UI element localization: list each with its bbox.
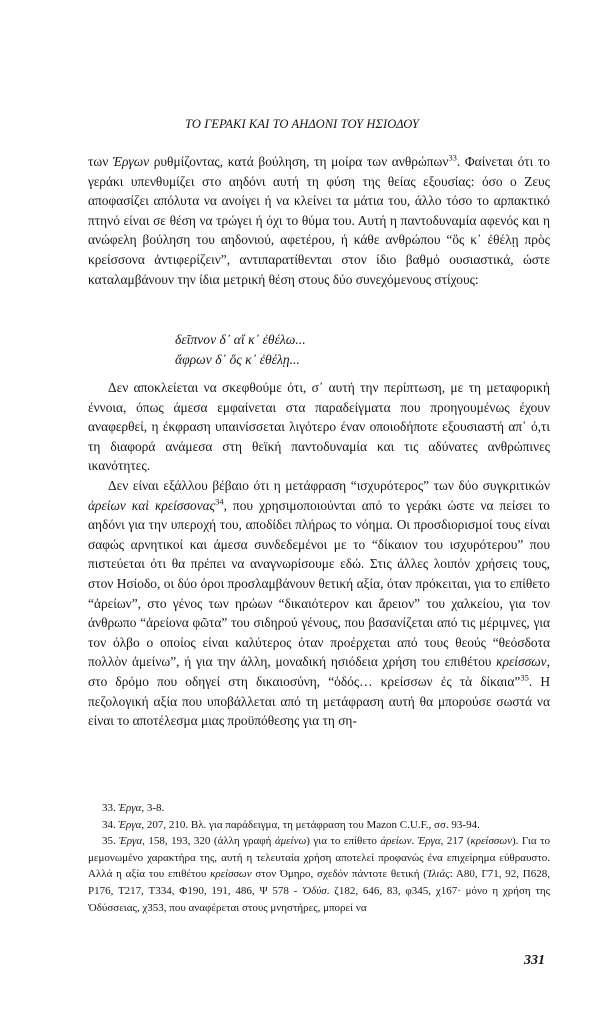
greek-term: κρείσσων (496, 654, 547, 670)
work-title: Έργα (118, 802, 142, 814)
text: , 207, 210. Βλ. για παράδειγμα, τη μετάφραση του Mazon C.U.F., σσ. 93-94. (141, 818, 480, 831)
body-paragraph-2: Δεν αποκλείεται να σκεφθούμε ότι, σ᾽ αυτή την περίπτωση, με τη μεταφορική έννοια, όπως άμεσα εμφαίνεται στα παραδείγματα που προηγουμένως έχουν αναφερθεί, η έκφραση υπαινίσσεται λιγότερο έναν οποιοδήποτε εξουσιαστή απ᾽ ό,τι τη διαφορά ανάμεσα στη θεϊκή παντοδυναμία και τις αδύνατες ανθρώπινες ικανότητες. (88, 380, 550, 474)
greek-term: ἀμείνω (274, 835, 307, 848)
text: ). Για το μεμονωμένο χαρακτήρα της, αυτή η τελευταία χρήση αποτελεί προφανώς ένα επιχείρημα εύθραυστο. Αλλά η αξία του επιθέτου (88, 835, 551, 881)
footnote-number: 34. (102, 818, 119, 831)
verse-line-2: ἄφρων δ᾽ ὅς κ᾽ ἐθέλῃ... (175, 352, 300, 367)
footnote-35 (88, 833, 550, 916)
footnote-33 (88, 800, 550, 817)
text: , που χρησιμοποιούνται από το γεράκι ώστε να πείσει το αηδόνι για την υπεροχή του, αποδίδει πλήρως το νόημα. Οι προσδιορισμοί τους είναι σαφώς αρνητικοί και άμεσα συνδεδεμένοι με το “δίκαιον του ισχυρότερου” που πιστεύεται ότι θα πρέπει να αναγνωρίσουμε εδώ. Στις άλλες λοιπόν χρήσεις τους, στον Ησίοδο, οι δύο όροι προσλαμβάνουν θετική αξία, όταν πρόκειται, για το επίθετο “ἀρείων”, στο γένος των ηρώων “δικαιότερον και ἄρειον” του χαλκείου, για τον άνθρωπο “ἀρείονα φῶτα” του σιδηρού γένους, που βασανίζεται από τις μέριμνες, για τον όλβο ο οποίος είναι καλύτερος όταν προέρχεται από τους θεούς “θεόσδοτα πολλὸν ἀμείνω”, ή για την άλλη, μοναδική ησιόδεια χρήση του επιθέτου (88, 497, 550, 670)
work-title: Ἰλιάς (426, 868, 450, 881)
footnote-ref-35[interactable]: 35 (520, 672, 529, 683)
text: . Φαίνεται ότι το γεράκι υπενθυμίζει στο αηδόνι αυτή τη φύση της θείας εξουσίας: όσο ο Ζευς αποφασίζει απόλυτα να ανοίγει ή να κλείνει τα μάτια του, άλλο τόσο το αρπακτικό πτηνό είναι σε θέση να τρώγει ή όχι το θύμα του. Αυτή η παντοδυναμία αφενός και η ανώφελη βούληση του αηδονιού, αφετέρου, ή κάθε ανθρώπου “ὃς κ᾽ ἐθέλῃ πρὸς κρείσσονα ἀντιφερίζειν”, αντιπαρατίθενται στον ίδιο βαθμό ουσιαστικά, ώστε καταλαμβάνουν την ίδια μετρική θέση στους δύο συνεχόμενους στίχους: (88, 154, 550, 287)
footnote-number: 33. (102, 802, 119, 814)
work-title: Ὀδύσ (302, 884, 327, 897)
greek-term: ἀρείων (380, 835, 412, 848)
work-title: Έργα (417, 835, 441, 848)
footnote-ref-33[interactable]: 33 (448, 152, 457, 163)
page-number: 331 (524, 953, 545, 968)
text: , 158, 193, 320 (άλλη γραφή (142, 835, 275, 848)
verse-quotation (175, 330, 306, 370)
body-section-2 (88, 378, 550, 731)
text: . (411, 835, 418, 848)
text: Δεν είναι εξάλλου βέβαιο ότι η μετάφραση “ισχυρότερος” των δύο συγκριτικών (108, 477, 550, 493)
text: ) για το επίθετο (306, 835, 381, 848)
work-title: Έργων (112, 154, 150, 169)
text: , 217 ( (440, 835, 471, 848)
greek-term: ἀρείων καὶ κρείσσονας (88, 497, 216, 513)
body-paragraph-3 (88, 476, 550, 731)
work-title: Έργα (118, 818, 142, 831)
body-paragraph-1 (88, 152, 550, 289)
text: των (88, 154, 113, 169)
footnotes (88, 800, 550, 916)
verse-line-1: δεῖπνον δ᾽ αἴ κ᾽ ἐθέλω... (175, 332, 306, 347)
text: . Η πεζολογική αξία που υποβάλλεται από τη μετάφραση αυτή θα μπορούσε σωστά να είναι το αποτέλεσμα μιας προϋπόθεσης για τη ση- (88, 673, 550, 729)
footnote-ref-34[interactable]: 34 (215, 496, 224, 507)
text: , στο δρόμο που οδηγεί στη δικαιοσύνη, “ὁδός… κρείσσων ἐς τὰ δίκαια” (88, 654, 550, 689)
running-head: ΤΟ ΓΕΡΑΚΙ ΚΑΙ ΤΟ ΑΗΔΟΝΙ ΤΟΥ ΗΣΙΟΔΟΥ (185, 117, 419, 131)
greek-term: κρείσσων (210, 868, 252, 881)
text: στον Όμηρο, σχεδόν πάντοτε θετική ( (251, 868, 427, 881)
text: . ζ182, 646, 83, φ345, χ167· μόνο η χρήση της Ὀδύσσειας, χ353, που αναφέρεται στους μνηστήρες, μπορεί να (88, 884, 550, 914)
text: ρυθμίζοντας, κατά βούληση, τη μοίρα των ανθρώπων (149, 154, 449, 169)
text: : Α80, Γ71, 92, Π628, Ρ176, Τ217, Τ334, Φ190, 191, 486, Ψ 578 - (88, 868, 550, 897)
footnote-34 (88, 817, 550, 834)
footnote-number: 35. (102, 835, 120, 848)
text: , 3-8. (141, 802, 165, 814)
work-title: Έργα (119, 835, 143, 848)
greek-term: κρείσσων (470, 835, 512, 848)
